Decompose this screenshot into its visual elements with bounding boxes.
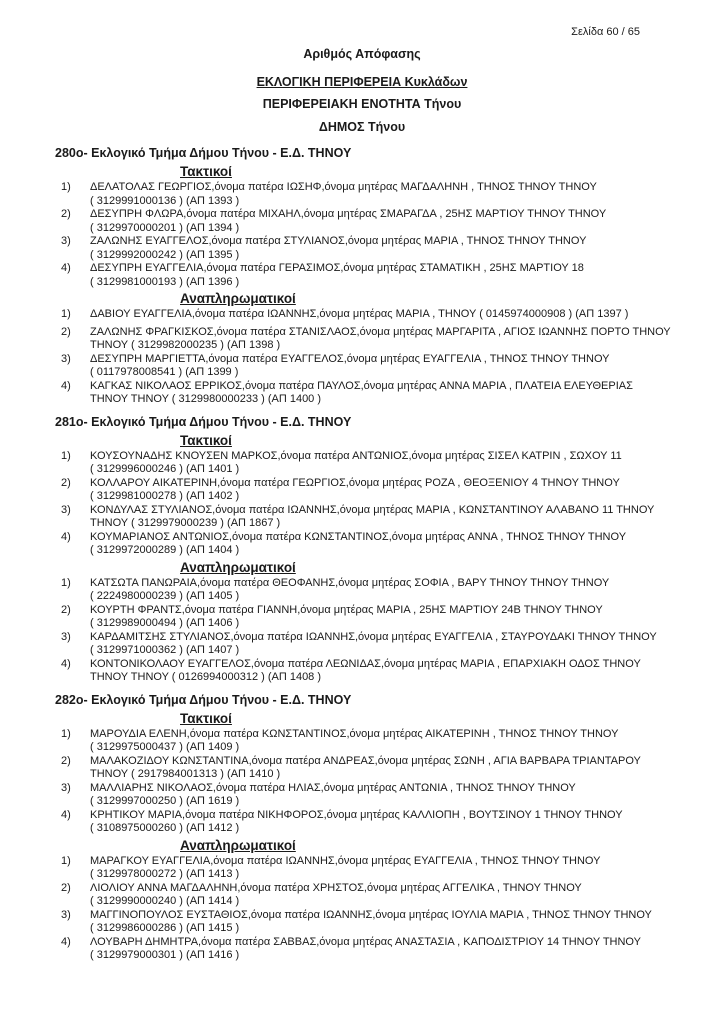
item-line1: ΜΑΡΟΥΔΙΑ ΕΛΕΝΗ,όνομα πατέρα ΚΩΝΣΤΑΝΤΙΝΟΣ,όνομα μητέρας ΑΙΚΑΤΕΡΙΝΗ , ΤΗΝΟΣ ΤΗΝΟΥ ΤΗΝΟΥ xyxy=(90,727,619,740)
item-number: 4) xyxy=(61,530,71,543)
item-number: 4) xyxy=(61,657,71,670)
item-line2: ( 3129971000362 ) (ΑΠ 1407 ) xyxy=(90,644,240,656)
item-number: 2) xyxy=(61,208,71,220)
item-number: 4) xyxy=(61,808,71,821)
list-item xyxy=(0,882,724,909)
item-number: 3) xyxy=(61,908,71,921)
list-item xyxy=(0,855,724,882)
item-line1: ΜΑΓΓΙΝΟΠΟΥΛΟΣ ΕΥΣΤΑΘΙΟΣ,όνομα πατέρα ΙΩΑΝΝΗΣ,όνομα μητέρας ΙΟΥΛΙΑ ΜΑΡΙΑ , ΤΗΝΟΣ ΤΗΝΟΥ ΤΗΝΟΥ xyxy=(90,908,652,921)
item-line2: ( 2224980000239 ) (ΑΠ 1405 ) xyxy=(90,590,240,602)
item-line2: ( 3129997000250 ) (ΑΠ 1619 ) xyxy=(90,795,240,807)
list-item xyxy=(0,577,724,604)
section-title: 280ο- Εκλογικό Τμήμα Δήμου Τήνου - Ε.Δ. ΤΗΝΟΥ xyxy=(55,146,352,160)
group-title: Αναπληρωματικοί xyxy=(180,559,296,575)
item-number: 1) xyxy=(61,576,71,589)
item-number: 2) xyxy=(61,881,71,894)
electoral-section xyxy=(0,144,724,413)
decision-number-heading: Αριθμός Απόφασης xyxy=(303,47,421,61)
item-number: 2) xyxy=(61,476,71,489)
list-item xyxy=(0,235,724,262)
section-title: 282ο- Εκλογικό Τμήμα Δήμου Τήνου - Ε.Δ. ΤΗΝΟΥ xyxy=(55,692,352,707)
list-item xyxy=(0,504,724,531)
list-item xyxy=(0,658,724,685)
item-line2: ( 3129992000242 ) (ΑΠ 1395 ) xyxy=(90,248,240,261)
item-line2: ( 3129991000136 ) (ΑΠ 1393 ) xyxy=(90,194,240,207)
list-item xyxy=(0,208,724,235)
item-line1: ΔΑΒΙΟΥ ΕΥΑΓΓΕΛΙΑ,όνομα πατέρα ΙΩΑΝΝΗΣ,όνομα μητέρας ΜΑΡΙΑ , ΤΗΝΟΥ ( 0145974000908 ) (ΑΠ 1397 ) xyxy=(90,308,629,320)
list-item xyxy=(0,181,724,208)
list-item xyxy=(0,631,724,658)
item-line1: ΜΑΛΛΙΑΡΗΣ ΝΙΚΟΛΑΟΣ,όνομα πατέρα ΗΛΙΑΣ,όνομα μητέρας ΑΝΤΩΝΙΑ , ΤΗΝΟΣ ΤΗΝΟΥ ΤΗΝΟΥ xyxy=(90,781,576,794)
item-line2: ( 3129996000246 ) (ΑΠ 1401 ) xyxy=(90,463,240,475)
electoral-section xyxy=(0,691,724,963)
list-item xyxy=(0,531,724,558)
group-title: Τακτικοί xyxy=(180,164,232,179)
item-line1: ΜΑΡΑΓΚΟΥ ΕΥΑΓΓΕΛΙΑ,όνομα πατέρα ΙΩΑΝΝΗΣ,όνομα μητέρας ΕΥΑΓΓΕΛΙΑ , ΤΗΝΟΣ ΤΗΝΟΥ ΤΗΝΟΥ xyxy=(90,854,601,867)
item-line2: ( 3108975000260 ) (ΑΠ 1412 ) xyxy=(90,822,240,834)
list-item xyxy=(0,380,724,407)
electoral-region-heading: ΕΚΛΟΓΙΚΗ ΠΕΡΙΦΕΡΕΙΑ Κυκλάδων xyxy=(256,75,468,89)
item-line1: ΛΙΟΛΙΟΥ ΑΝΝΑ ΜΑΓΔΑΛΗΝΗ,όνομα πατέρα ΧΡΗΣΤΟΣ,όνομα μητέρας ΑΓΓΕΛΙΚΑ , ΤΗΝΟΥ ΤΗΝΟΥ xyxy=(90,881,582,894)
item-line1: ΜΑΛΑΚΟΖΙΔΟΥ ΚΩΝΣΤΑΝΤΙΝΑ,όνομα πατέρα ΑΝΔΡΕΑΣ,όνομα μητέρας ΣΩΝΗ , ΑΓΙΑ ΒΑΡΒΑΡΑ ΤΡΙΑΝΤΑΡΟΥ xyxy=(90,754,641,767)
list-item xyxy=(0,728,724,755)
item-line1: ΚΟΥΡΤΗ ΦΡΑΝΤΣ,όνομα πατέρα ΓΙΑΝΝΗ,όνομα μητέρας ΜΑΡΙΑ , 25ΗΣ ΜΑΡΤΙΟΥ 24Β ΤΗΝΟΥ ΤΗΝΟΥ xyxy=(90,603,603,616)
item-line2: ΤΗΝΟΥ ( 3129982000235 ) (ΑΠ 1398 ) xyxy=(90,339,281,351)
item-number: 3) xyxy=(61,503,71,516)
item-number: 3) xyxy=(61,235,71,247)
item-line1: ΚΟΥΜΑΡΙΑΝΟΣ ΑΝΤΩΝΙΟΣ,όνομα πατέρα ΚΩΝΣΤΑΝΤΙΝΟΣ,όνομα μητέρας ΑΝΝΑ , ΤΗΝΟΣ ΤΗΝΟΥ ΤΗΝΟΥ xyxy=(90,530,627,543)
item-number: 2) xyxy=(61,603,71,616)
item-line2: ( 3129986000286 ) (ΑΠ 1415 ) xyxy=(90,922,240,934)
item-line2: ( 3129990000240 ) (ΑΠ 1414 ) xyxy=(90,895,240,907)
item-line1: ΔΕΣΥΠΡΗ ΜΑΡΓΙΕΤΤΑ,όνομα πατέρα ΕΥΑΓΓΕΛΟΣ,όνομα μητέρας ΕΥΑΓΓΕΛΙΑ , ΤΗΝΟΣ ΤΗΝΟΥ ΤΗΝΟΥ xyxy=(90,352,610,365)
item-line1: ΚΑΤΣΩΤΑ ΠΑΝΩΡΑΙΑ,όνομα πατέρα ΘΕΟΦΑΝΗΣ,όνομα μητέρας ΣΟΦΙΑ , ΒΑΡΥ ΤΗΝΟΥ ΤΗΝΟΥ ΤΗΝΟΥ xyxy=(90,576,610,589)
item-line1: ΚΑΡΔΑΜΙΤΣΗΣ ΣΤΥΛΙΑΝΟΣ,όνομα πατέρα ΙΩΑΝΝΗΣ,όνομα μητέρας ΕΥΑΓΓΕΛΙΑ , ΣΤΑΥΡΟΥΔΑΚΙ ΤΗΝΟΥ ΤΗΝΟΥ xyxy=(90,630,657,643)
electoral-section xyxy=(0,413,724,691)
item-line1: ΔΕΣΥΠΡΗ ΕΥΑΓΓΕΛΙΑ,όνομα πατέρα ΓΕΡΑΣΙΜΟΣ,όνομα μητέρας ΣΤΑΜΑΤΙΚΗ , 25ΗΣ ΜΑΡΤΙΟΥ 18 xyxy=(90,262,584,274)
item-line1: ΚΑΓΚΑΣ ΝΙΚΟΛΑΟΣ ΕΡΡΙΚΟΣ,όνομα πατέρα ΠΑΥΛΟΣ,όνομα μητέρας ΑΝΝΑ ΜΑΡΙΑ , ΠΛΑΤΕΙΑ ΕΛΕΥΘΕΡΙΑΣ xyxy=(90,379,633,392)
page-number: Σελίδα 60 / 65 xyxy=(571,26,640,38)
section-title: 281ο- Εκλογικό Τμήμα Δήμου Τήνου - Ε.Δ. ΤΗΝΟΥ xyxy=(55,414,352,429)
item-line2: ΤΗΝΟΥ ΤΗΝΟΥ ( 0126994000312 ) (ΑΠ 1408 ) xyxy=(90,671,322,683)
group-title: Τακτικοί xyxy=(180,710,232,726)
list-item xyxy=(0,909,724,936)
item-line2: ( 0117978008541 ) (ΑΠ 1399 ) xyxy=(90,366,239,378)
list-item xyxy=(0,262,724,289)
regional-unit-heading: ΠΕΡΙΦΕΡΕΙΑΚΗ ΕΝΟΤΗΤΑ Τήνου xyxy=(262,97,462,111)
list-item xyxy=(0,782,724,809)
item-line2: ΤΗΝΟΥ ( 2917984001313 ) (ΑΠ 1410 ) xyxy=(90,768,281,780)
item-line2: ΤΗΝΟΥ ΤΗΝΟΥ ( 3129980000233 ) (ΑΠ 1400 ) xyxy=(90,393,322,405)
list-item xyxy=(0,353,724,380)
item-number: 4) xyxy=(61,379,71,392)
item-line2: ( 3129972000289 ) (ΑΠ 1404 ) xyxy=(90,544,240,556)
list-item xyxy=(0,936,724,963)
item-number: 1) xyxy=(61,449,71,462)
item-line2: ( 3129975000437 ) (ΑΠ 1409 ) xyxy=(90,741,240,753)
item-line2: ( 3129981000193 ) (ΑΠ 1396 ) xyxy=(90,275,240,288)
item-line2: ( 3129979000301 ) (ΑΠ 1416 ) xyxy=(90,949,240,961)
item-line1: ΚΟΝΔΥΛΑΣ ΣΤΥΛΙΑΝΟΣ,όνομα πατέρα ΙΩΑΝΝΗΣ,όνομα μητέρας ΜΑΡΙΑ , ΚΩΝΣΤΑΝΤΙΝΟΥ ΑΛΑΒΑΝΟ 11 ΤΗΝΟΥ xyxy=(90,503,655,516)
item-number: 3) xyxy=(61,352,71,365)
item-line1: ΔΕΣΥΠΡΗ ΦΛΩΡΑ,όνομα πατέρα ΜΙΧΑΗΛ,όνομα μητέρας ΣΜΑΡΑΓΔΑ , 25ΗΣ ΜΑΡΤΙΟΥ ΤΗΝΟΥ ΤΗΝΟΥ xyxy=(90,208,607,220)
item-number: 4) xyxy=(61,262,71,274)
item-line2: ΤΗΝΟΥ ( 3129979000239 ) (ΑΠ 1867 ) xyxy=(90,517,281,529)
item-number: 3) xyxy=(61,630,71,643)
group-title: Αναπληρωματικοί xyxy=(180,837,296,853)
item-number: 1) xyxy=(61,181,71,193)
group-title: Αναπληρωματικοί xyxy=(180,291,296,306)
item-number: 2) xyxy=(61,754,71,767)
item-number: 1) xyxy=(61,727,71,740)
item-number: 2) xyxy=(61,325,71,338)
list-item xyxy=(0,755,724,782)
list-item xyxy=(0,477,724,504)
municipality-heading: ΔΗΜΟΣ Τήνου xyxy=(318,120,406,134)
item-line1: ΖΑΛΩΝΗΣ ΦΡΑΓΚΙΣΚΟΣ,όνομα πατέρα ΣΤΑΝΙΣΛΑΟΣ,όνομα μητέρας ΜΑΡΓΑΡΙΤΑ , ΑΓΙΟΣ ΙΩΑΝΝΗΣ ΠΟΡΤΟ ΤΗΝΟΥ xyxy=(90,325,671,338)
item-line1: ΚΡΗΤΙΚΟΥ ΜΑΡΙΑ,όνομα πατέρα ΝΙΚΗΦΟΡΟΣ,όνομα μητέρας ΚΑΛΛΙΟΠΗ , ΒΟΥΤΣΙΝΟΥ 1 ΤΗΝΟΥ ΤΗΝΟΥ xyxy=(90,808,623,821)
list-item xyxy=(0,450,724,477)
item-line2: ( 3129989000494 ) (ΑΠ 1406 ) xyxy=(90,617,240,629)
item-number: 1) xyxy=(61,308,71,320)
item-line2: ( 3129978000272 ) (ΑΠ 1413 ) xyxy=(90,868,240,880)
item-line1: ΚΟΥΣΟΥΝΑΔΗΣ ΚΝΟΥΣΕΝ ΜΑΡΚΟΣ,όνομα πατέρα ΑΝΤΩΝΙΟΣ,όνομα μητέρας ΣΙΣΕΛ ΚΑΤΡΙΝ , ΣΩΧΟΥ 11 xyxy=(90,449,622,462)
item-line1: ΔΕΛΑΤΟΛΑΣ ΓΕΩΡΓΙΟΣ,όνομα πατέρα ΙΩΣΗΦ,όνομα μητέρας ΜΑΓΔΑΛΗΝΗ , ΤΗΝΟΣ ΤΗΝΟΥ ΤΗΝΟΥ xyxy=(90,181,597,193)
group-title: Τακτικοί xyxy=(180,432,232,448)
item-line1: ΚΟΝΤΟΝΙΚΟΛΑΟΥ ΕΥΑΓΓΕΛΟΣ,όνομα πατέρα ΛΕΩΝΙΔΑΣ,όνομα μητέρας ΜΑΡΙΑ , ΕΠΑΡΧΙΑΚΗ ΟΔΟΣ ΤΗΝΟΥ xyxy=(90,657,641,670)
list-item xyxy=(0,326,724,353)
list-item xyxy=(0,809,724,836)
item-number: 4) xyxy=(61,935,71,948)
item-line1: ΚΟΛΛΑΡΟΥ ΑΙΚΑΤΕΡΙΝΗ,όνομα πατέρα ΓΕΩΡΓΙΟΣ,όνομα μητέρας ΡΟΖΑ , ΘΕΟΞΕΝΙΟΥ 4 ΤΗΝΟΥ ΤΗΝΟΥ xyxy=(90,476,620,489)
item-line2: ( 3129970000201 ) (ΑΠ 1394 ) xyxy=(90,221,240,234)
list-item xyxy=(0,308,724,322)
item-number: 1) xyxy=(61,854,71,867)
list-item xyxy=(0,604,724,631)
item-line1: ΖΑΛΩΝΗΣ ΕΥΑΓΓΕΛΟΣ,όνομα πατέρα ΣΤΥΛΙΑΝΟΣ,όνομα μητέρας ΜΑΡΙΑ , ΤΗΝΟΣ ΤΗΝΟΥ ΤΗΝΟΥ xyxy=(90,235,587,247)
document-body xyxy=(0,144,724,963)
item-line1: ΛΟΥΒΑΡΗ ΔΗΜΗΤΡΑ,όνομα πατέρα ΣΑΒΒΑΣ,όνομα μητέρας ΑΝΑΣΤΑΣΙΑ , ΚΑΠΟΔΙΣΤΡΙΟΥ 14 ΤΗΝΟΥ ΤΗΝΟΥ xyxy=(90,935,641,948)
item-line2: ( 3129981000278 ) (ΑΠ 1402 ) xyxy=(90,490,240,502)
item-number: 3) xyxy=(61,781,71,794)
